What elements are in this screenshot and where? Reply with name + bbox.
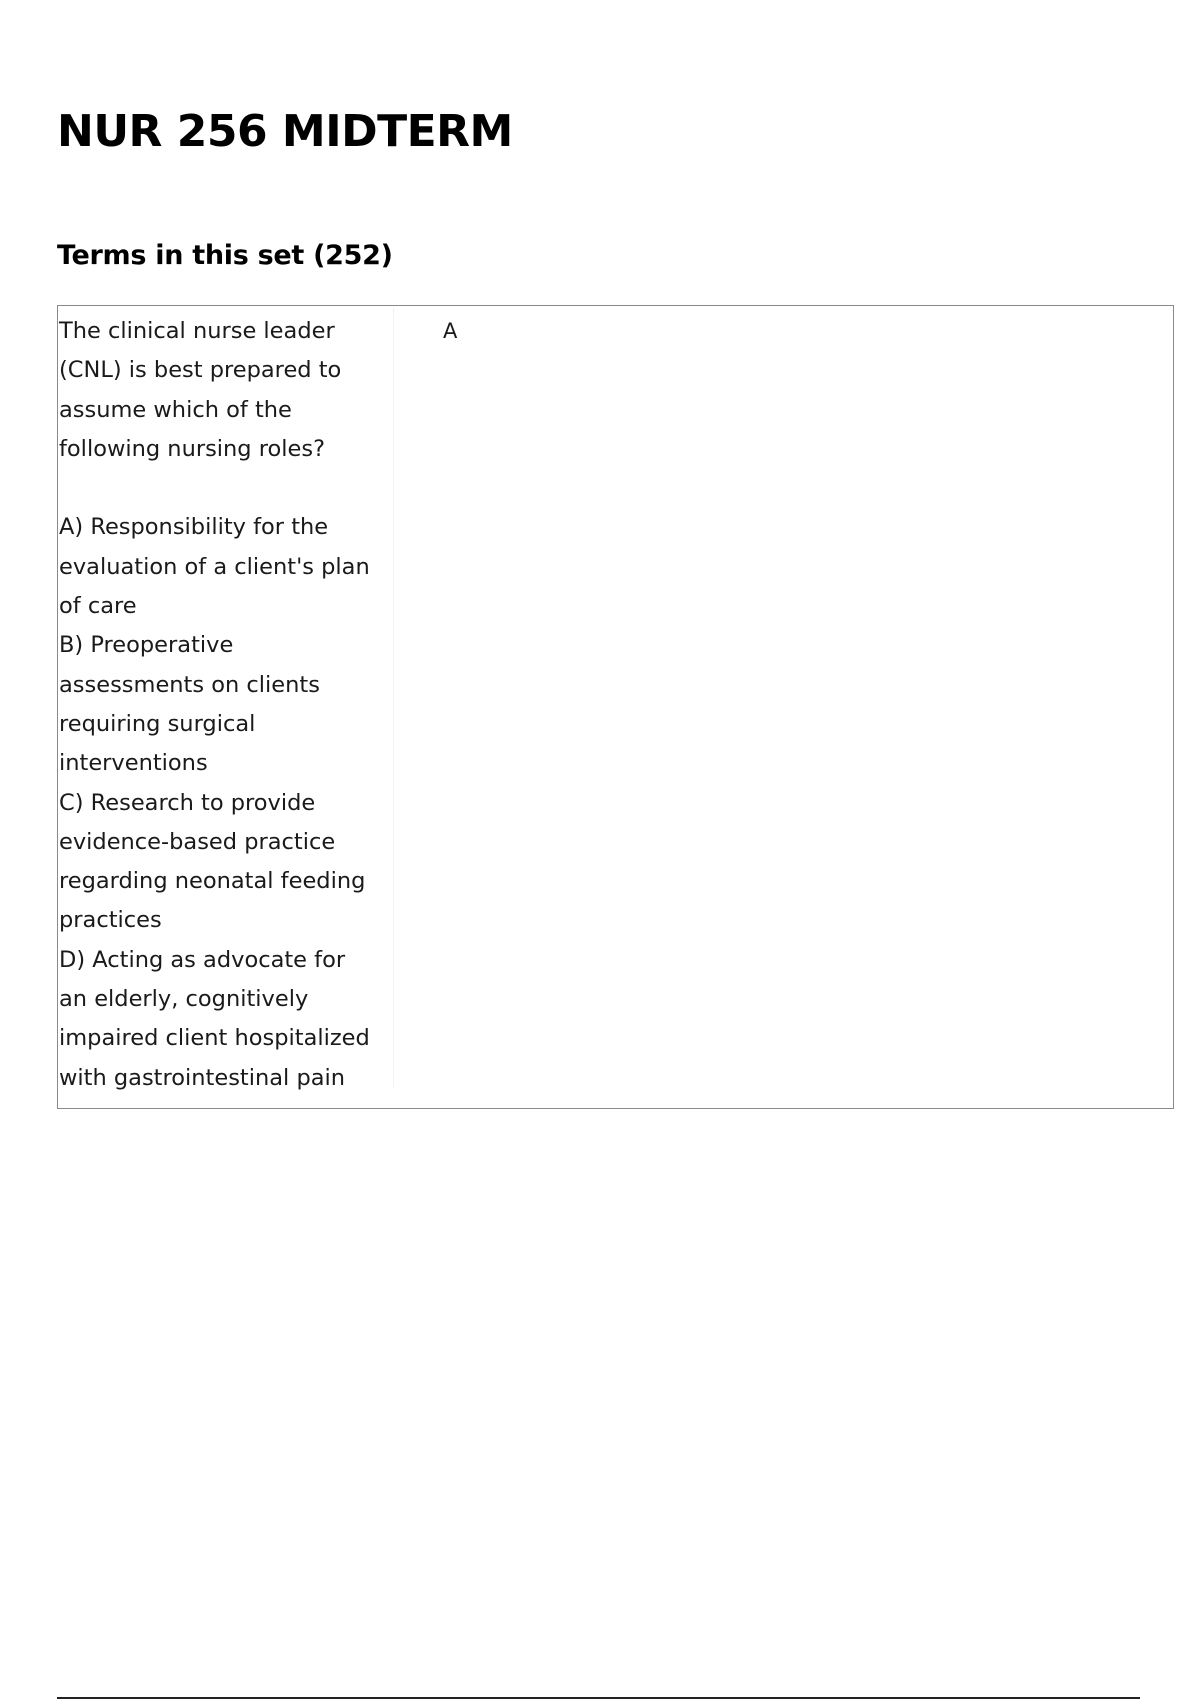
document-title: NUR 256 MIDTERM bbox=[57, 106, 513, 157]
terms-table bbox=[57, 305, 1174, 1109]
term-answer: A bbox=[443, 319, 458, 343]
terms-set-heading: Terms in this set (252) bbox=[57, 240, 393, 271]
term-question: The clinical nurse leader (CNL) is best prepared to assume which of the following nursing roles? A) Responsibility for the evaluation of a client's plan of care B) Preoperative assessments on clients requiring surgical interventions C) Research to provide evidence-based practice regarding neonatal feeding practices D) Acting as advocate for an elderly, cognitively impaired client hospitalized with gastrointestinal pain bbox=[59, 318, 370, 1091]
term-row bbox=[58, 306, 1173, 1108]
footer-rule bbox=[57, 1697, 1140, 1699]
